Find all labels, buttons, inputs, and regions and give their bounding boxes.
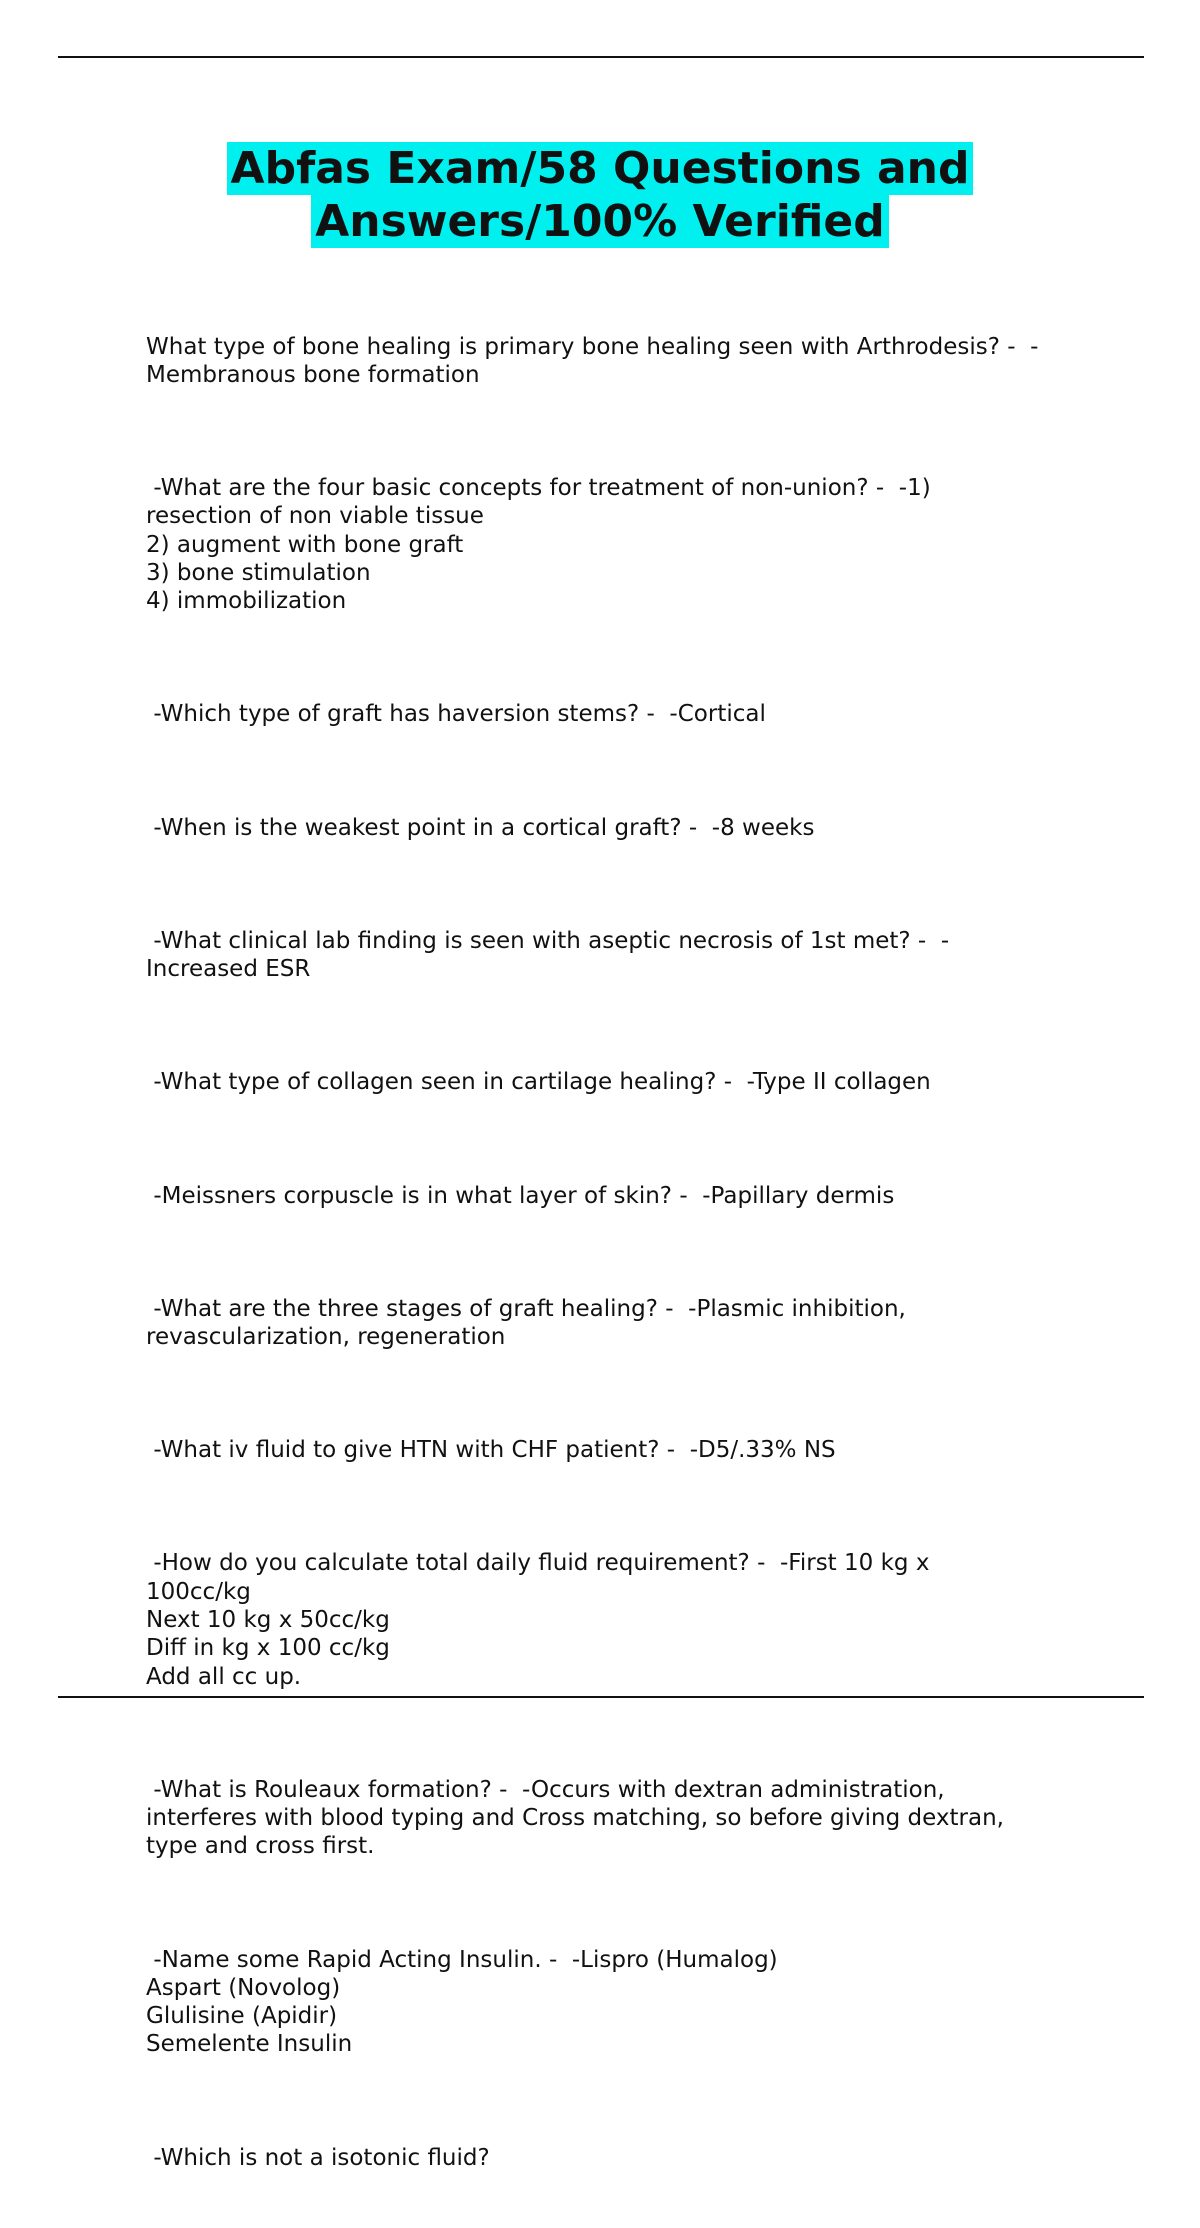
qa-entry-2: -What are the four basic concepts for treatment of non-union? - -1) resection of non viable tissue 2) augment with bone graft 3) bone stimulation 4) immobilization	[146, 475, 931, 615]
qa-entry-7: -Meissners corpuscle is in what layer of skin? - -Papillary dermis	[146, 1182, 895, 1209]
qa-entry-5: -What clinical lab finding is seen with aseptic necrosis of 1st met? - - Increased ESR	[146, 927, 950, 983]
title-line-2: Answers/100% Verified	[311, 195, 889, 248]
qa-entry-1: What type of bone healing is primary bone healing seen with Arthrodesis? - - Membranous bone formation	[146, 333, 1039, 388]
qa-entry-11: -What is Rouleaux formation? - -Occurs with dextran administration, interferes with blood typing and Cross matching, so before giving dextran, type and cross first.	[146, 1776, 1004, 1860]
title-line-1: Abfas Exam/58 Questions and	[227, 142, 974, 195]
qa-entry-8: -What are the three stages of graft healing? - -Plasmic inhibition, revascularization, regeneration	[146, 1295, 906, 1350]
bottom-rule	[58, 1696, 1144, 1698]
qa-entry-9: -What iv fluid to give HTN with CHF patient? - -D5/.33% NS	[146, 1437, 836, 1464]
qa-entry-6: -What type of collagen seen in cartilage healing? - -Type II collagen	[146, 1069, 931, 1096]
qa-entry-4: -When is the weakest point in a cortical graft? - -8 weeks	[146, 814, 815, 841]
qa-entry-12: -Name some Rapid Acting Insulin. - -Lispro (Humalog) Aspart (Novolog) Glulisine (Apidir) Semelente Insulin	[146, 1946, 778, 2058]
qa-entry-3: -Which type of graft has haversion stems? - -Cortical	[146, 701, 766, 728]
document-title	[0, 142, 1200, 248]
qa-list	[146, 276, 1096, 2228]
qa-entry-13: -Which is not a isotonic fluid?	[146, 2144, 490, 2171]
top-rule	[58, 56, 1144, 58]
qa-entry-10: -How do you calculate total daily fluid requirement? - -First 10 kg x 100cc/kg Next 10 kg x 50cc/kg Diff in kg x 100 cc/kg Add all cc up.	[146, 1550, 930, 1690]
